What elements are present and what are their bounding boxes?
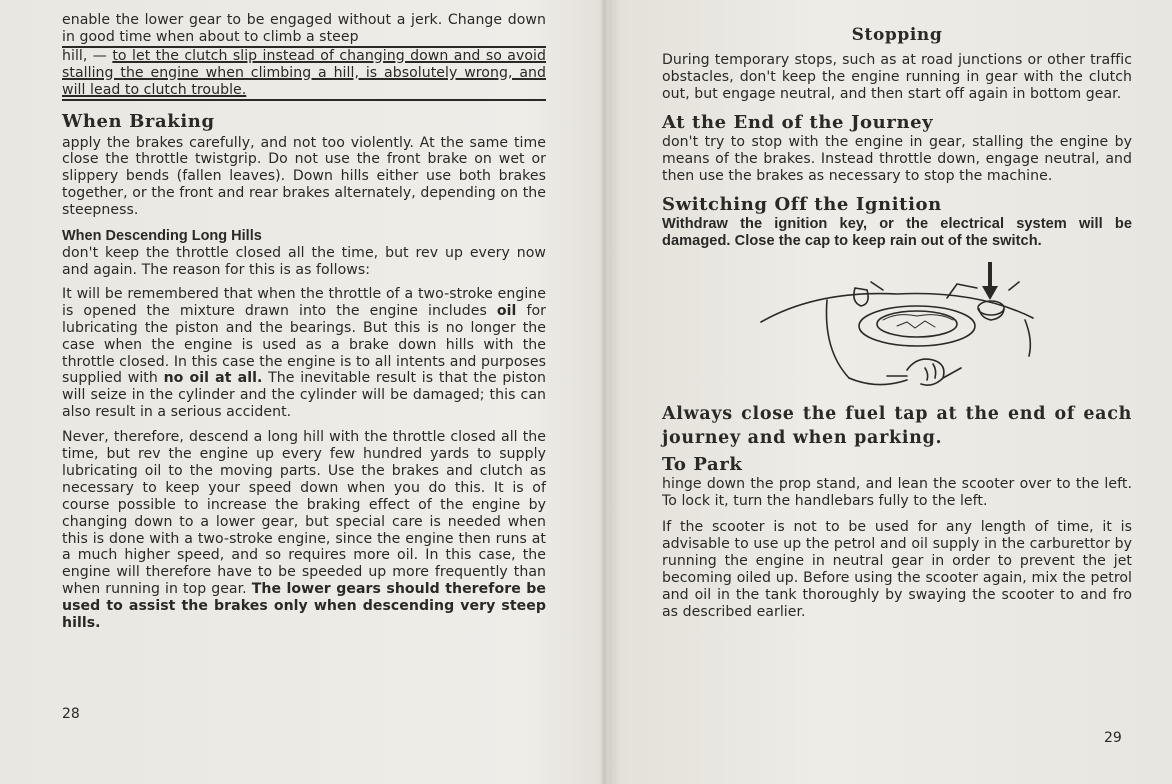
two-stroke-text-a: It will be remembered that when the throttle of a two-stroke engine is opened the mixture drawn into the engine includes xyxy=(62,285,546,319)
braking-paragraph: apply the brakes carefully, and not too violently. At the same time close the throttle twistgrip. Do not use the front brake on wet or slippery bends (fallen leaves). Down hills either use both brakes together, or the front and rear brakes alternately, depending on the steepness. xyxy=(62,134,546,219)
never-paragraph xyxy=(62,429,546,632)
end-of-journey-paragraph: don't try to stop with the engine in gear, stalling the engine by means of the brakes. Instead throttle down, engage neutral, and then use the brakes as necessary to stop the machine. xyxy=(662,133,1132,184)
clutch-warning-lead: hill, — xyxy=(62,47,107,64)
page-number-left: 28 xyxy=(62,706,80,722)
clutch-warning xyxy=(62,48,546,99)
two-stroke-bold-oil: oil xyxy=(496,302,517,319)
book-gutter xyxy=(600,0,608,784)
ignition-switch-illustration xyxy=(757,260,1037,400)
fuel-tap-notice: Always close the fuel tap at the end of each journey and when parking. xyxy=(662,404,1132,449)
ignition-heading: Switching Off the Ignition xyxy=(662,194,942,216)
clutch-warning-text: to let the clutch slip instead of changing down and so avoid stalling the engine when climbing a hill, is absolutely wrong, and will lead to clutch trouble. xyxy=(62,47,546,98)
ignition-paragraph: Withdraw the ignition key, or the electrical system will be damaged. Close the cap to keep rain out of the switch. xyxy=(662,216,1132,250)
two-stroke-text-c: The inevitable result is that the piston will seize in the cylinder and the cylinder will be damaged; this can also result in a serious accident. xyxy=(62,370,547,421)
two-stroke-text-b: for lubricating the piston and the bearings. But this is no longer the case when the engine is used as a brake down hills with the throttle closed. In this case the engine is to all intents and purposes supplied with xyxy=(62,302,547,387)
page-number-right: 29 xyxy=(1104,730,1122,746)
clutch-warning-block xyxy=(62,46,546,101)
right-page xyxy=(662,0,1132,784)
never-bold: The lower gears should therefore be used to assist the brakes only when descending very steep hills. xyxy=(62,581,546,632)
two-stroke-paragraph xyxy=(62,286,546,421)
park-heading: To Park xyxy=(662,454,743,476)
intro-paragraph: enable the lower gear to be engaged without a jerk. Change down in good time when about to climb a steep xyxy=(62,12,546,45)
end-of-journey-heading: At the End of the Journey xyxy=(662,111,934,133)
descending-paragraph: don't keep the throttle closed all the time, but rev up every now and again. The reason for this is as follows: xyxy=(62,245,546,278)
descending-heading: When Descending Long Hills xyxy=(62,228,262,245)
stopping-heading: Stopping xyxy=(851,25,943,45)
stopping-paragraph: During temporary stops, such as at road junctions or other traffic obstacles, don't keep the engine running in gear with the clutch out, but engage neutral, and then start off again in bottom gear. xyxy=(662,52,1132,102)
two-stroke-bold-no-oil: no oil at all. xyxy=(163,370,263,387)
long-storage-paragraph: If the scooter is not to be used for any length of time, it is advisable to use up the petrol and oil supply in the carburettor by running the engine in neutral gear in order to prevent the jet becoming oiled up. Before using the scooter again, mix the petrol and oil in the tank thoroughly by swaying the scooter to and fro as described earlier. xyxy=(662,519,1132,620)
left-page xyxy=(62,0,546,784)
braking-heading: When Braking xyxy=(62,110,215,132)
never-text: Never, therefore, descend a long hill with the throttle closed all the time, but rev the engine up every few hundred yards to supply lubricating oil to the moving parts. Use the brakes and clutch as necessary to keep your speed down when you do this. It is of course possible to increase the braking effect of the engine by changing down to a lower gear, but special care is needed when this is done with a two-stroke engine, since the engine then runs at a much higher speed, and so requires more oil. In this case, the engine will therefore have to be speeded up more frequently than when running in top gear. xyxy=(62,429,546,598)
park-paragraph: hinge down the prop stand, and lean the scooter over to the left. To lock it, turn the handlebars fully to the left. xyxy=(662,476,1132,510)
